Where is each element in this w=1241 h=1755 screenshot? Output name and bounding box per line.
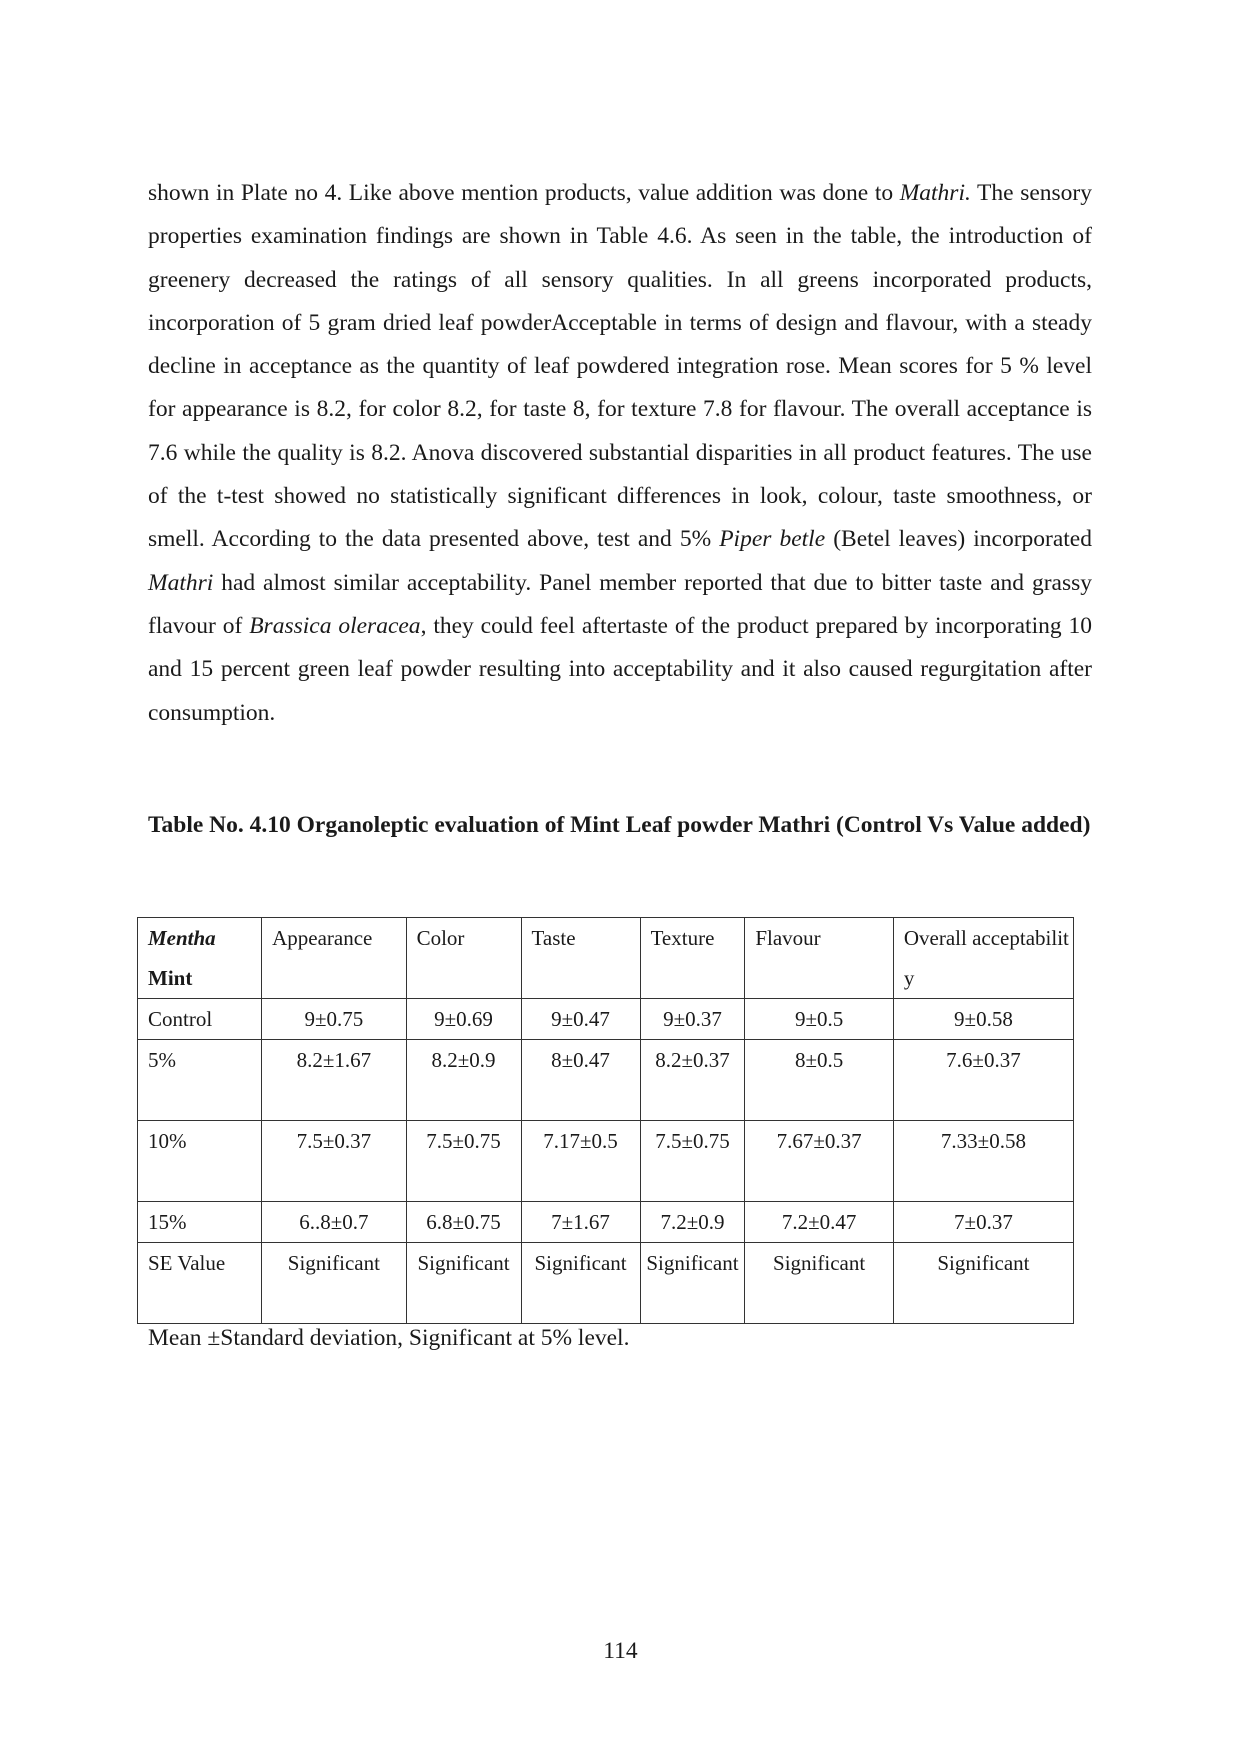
table-header-cell: Appearance — [262, 918, 406, 999]
table-cell: Significant — [406, 1243, 521, 1324]
table-cell: 7.33±0.58 — [893, 1121, 1073, 1202]
table-cell: 9±0.58 — [893, 999, 1073, 1040]
corner-bold-label: Mint — [148, 966, 193, 990]
table-cell: 8.2±0.9 — [406, 1040, 521, 1121]
table-corner-cell — [138, 918, 262, 999]
table-row-label: 15% — [138, 1202, 262, 1243]
table-row-label: Control — [138, 999, 262, 1040]
table-row-label: SE Value — [138, 1243, 262, 1324]
table-cell: 8.2±0.37 — [640, 1040, 745, 1121]
table-header-cell: Taste — [521, 918, 640, 999]
table-cell: 7.5±0.75 — [406, 1121, 521, 1202]
table-cell: 6.8±0.75 — [406, 1202, 521, 1243]
table-cell: 7.17±0.5 — [521, 1121, 640, 1202]
table-cell: Significant — [745, 1243, 894, 1324]
body-paragraph — [148, 172, 1092, 735]
table-cell: 7.67±0.37 — [745, 1121, 894, 1202]
table-header-row — [138, 918, 1074, 999]
table-cell: 8±0.47 — [521, 1040, 640, 1121]
evaluation-table — [137, 917, 1074, 1324]
table-header-cell: Color — [406, 918, 521, 999]
table-cell: Significant — [521, 1243, 640, 1324]
table-row — [138, 1243, 1074, 1324]
table-cell: 8.2±1.67 — [262, 1040, 406, 1121]
table-cell: 7.2±0.9 — [640, 1202, 745, 1243]
table-cell: 9±0.47 — [521, 999, 640, 1040]
table-cell: 7±0.37 — [893, 1202, 1073, 1243]
paragraph-italic-text: Piper betle — [719, 526, 826, 553]
table-cell: 7.5±0.75 — [640, 1121, 745, 1202]
table-cell: 9±0.5 — [745, 999, 894, 1040]
paragraph-italic-text: Mathri — [148, 569, 214, 596]
table-cell: Significant — [893, 1243, 1073, 1324]
table-row — [138, 1202, 1074, 1243]
table-cell: 6..8±0.7 — [262, 1202, 406, 1243]
table-header-cell: Overall acceptability — [893, 918, 1073, 999]
table-row — [138, 1040, 1074, 1121]
paragraph-italic-text: Brassica oleracea — [249, 612, 421, 639]
paragraph-text: The sensory properties examination findings are shown in Table 4.6. As seen in the table, the introduction of greenery decreased the ratings of all sensory qualities. In all greens incorporated products, incorporation of 5 gram dried leaf powderAcceptable in terms of design and flavour, with a steady decline in acceptance as the quantity of leaf powdered integration rose. Mean scores for 5 % level for appearance is 8.2, for color 8.2, for taste 8, for texture 7.8 for flavour. The overall acceptance is 7.6 while the quality is 8.2. Anova discovered substantial disparities in all product features. The use of the t-test showed no statistically significant differences in look, colour, taste smoothness, or smell. According to the data presented above, test and 5% — [148, 180, 1092, 553]
paragraph-text: shown in Plate no 4. Like above mention products, value addition was done to — [148, 180, 900, 206]
paragraph-text: (Betel leaves) incorporated — [825, 526, 1092, 553]
table-cell: 9±0.37 — [640, 999, 745, 1040]
table-header-cell: Texture — [640, 918, 745, 999]
corner-italic-label: Mentha — [148, 926, 216, 950]
table-caption: Table No. 4.10 Organoleptic evaluation of Mint Leaf powder Mathri (Control Vs Value added) — [148, 812, 1091, 838]
table-cell: 7.6±0.37 — [893, 1040, 1073, 1121]
page-number: 114 — [603, 1638, 638, 1664]
table-cell: Significant — [640, 1243, 745, 1324]
paragraph-italic-text: Mathri. — [899, 180, 971, 206]
table-header-cell: Flavour — [745, 918, 894, 999]
table-cell: 7.2±0.47 — [745, 1202, 894, 1243]
table-cell: 9±0.69 — [406, 999, 521, 1040]
table-row — [138, 1121, 1074, 1202]
paragraph-text: , they could feel aftertaste of the product prepared by incorporating 10 and 15 percent green leaf powder resulting into acceptability and it also caused regurgitation after consumption. — [148, 612, 1093, 726]
table-cell: 7.5±0.37 — [262, 1121, 406, 1202]
table-footnote: Mean ±Standard deviation, Significant at 5% level. — [148, 1325, 630, 1351]
table-cell: 8±0.5 — [745, 1040, 894, 1121]
table-cell: Significant — [262, 1243, 406, 1324]
table-row-label: 5% — [138, 1040, 262, 1121]
paragraph-text: had almost similar acceptability. Panel member reported that due to bitter taste and grassy flavour of — [148, 569, 1092, 639]
table-row-label: 10% — [138, 1121, 262, 1202]
table-cell: 7±1.67 — [521, 1202, 640, 1243]
table-row — [138, 999, 1074, 1040]
table-cell: 9±0.75 — [262, 999, 406, 1040]
